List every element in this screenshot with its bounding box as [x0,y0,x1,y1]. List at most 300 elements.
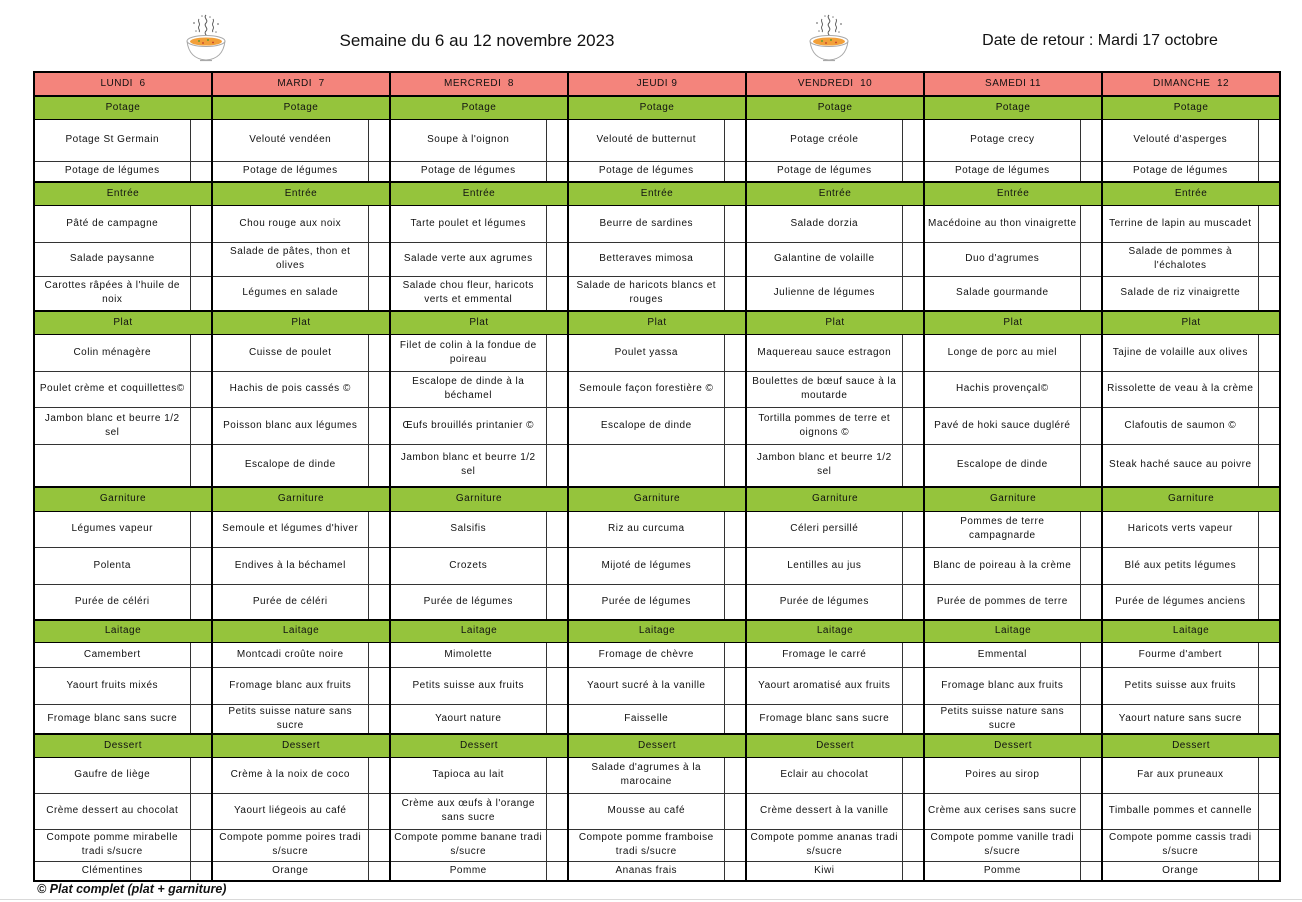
menu-item: Purée de légumes [568,584,724,620]
tick-cell [902,242,924,276]
tick-cell [1258,584,1280,620]
menu-item: Potage créole [746,119,902,161]
day-header-1: LUNDI 6 [34,72,212,96]
tick-cell [724,793,746,829]
menu-item: Orange [212,861,368,881]
day-header-2: MARDI 7 [212,72,390,96]
menu-item: Purée de légumes anciens [1102,584,1258,620]
tick-cell [190,511,212,547]
menu-item: Fromage le carré [746,642,902,667]
tick-cell [368,371,390,407]
section-band: Garniture [34,487,212,511]
section-band: Laitage [212,620,390,642]
tick-cell [546,334,568,371]
page-divider [0,899,1302,900]
tick-cell [368,667,390,704]
menu-item: Poires au sirop [924,757,1080,793]
tick-cell [902,511,924,547]
tick-cell [724,119,746,161]
menu-row [34,757,1280,793]
section-band: Dessert [924,734,1102,757]
tick-cell [546,444,568,487]
tick-cell [1080,547,1102,584]
tick-cell [724,444,746,487]
menu-item: Hachis de pois cassés © [212,371,368,407]
day-header-7: DIMANCHE 12 [1102,72,1280,96]
menu-item: Longe de porc au miel [924,334,1080,371]
menu-row [34,642,1280,667]
menu-item: Crozets [390,547,546,584]
tick-cell [546,511,568,547]
menu-item: Pommes de terre campagnarde [924,511,1080,547]
tick-cell [190,642,212,667]
menu-item: Potage de légumes [746,161,902,182]
tick-cell [546,667,568,704]
section-band: Dessert [34,734,212,757]
tick-cell [1258,642,1280,667]
tick-cell [1080,757,1102,793]
tick-cell [902,371,924,407]
menu-item: Emmental [924,642,1080,667]
menu-item: Yaourt fruits mixés [34,667,190,704]
menu-item: Kiwi [746,861,902,881]
tick-cell [1258,276,1280,311]
tick-cell [724,547,746,584]
tick-cell [368,861,390,881]
tick-cell [368,511,390,547]
tick-cell [1258,407,1280,444]
tick-cell [724,334,746,371]
tick-cell [902,547,924,584]
menu-item: Julienne de légumes [746,276,902,311]
section-band: Laitage [390,620,568,642]
tick-cell [902,407,924,444]
menu-item: Mimolette [390,642,546,667]
section-band: Entrée [746,182,924,205]
section-band: Laitage [34,620,212,642]
page-title: Semaine du 6 au 12 novembre 2023 [339,31,615,50]
menu-item: Eclair au chocolat [746,757,902,793]
tick-cell [190,276,212,311]
menu-row [34,334,1280,371]
menu-item: Salade d'agrumes à la marocaine [568,757,724,793]
menu-item: Fourme d'ambert [1102,642,1258,667]
menu-item: Salade verte aux agrumes [390,242,546,276]
menu-item: Compote pomme ananas tradi s/sucre [746,829,902,861]
menu-item: Chou rouge aux noix [212,205,368,242]
tick-cell [724,407,746,444]
menu-item: Compote pomme framboise tradi s/sucre [568,829,724,861]
menu-item: Ananas frais [568,861,724,881]
menu-item: Soupe à l'oignon [390,119,546,161]
tick-cell [368,584,390,620]
menu-item: Velouté d'asperges [1102,119,1258,161]
tick-cell [1080,584,1102,620]
menu-item: Clémentines [34,861,190,881]
section-band: Garniture [390,487,568,511]
section-band-row [34,96,1280,119]
menu-item: Galantine de volaille [746,242,902,276]
tick-cell [902,642,924,667]
menu-item: Petits suisse nature sans sucre [924,704,1080,734]
tick-cell [902,667,924,704]
menu-item: Petits suisse aux fruits [1102,667,1258,704]
menu-item: Montcadi croûte noire [212,642,368,667]
menu-item: Boulettes de bœuf sauce à la moutarde [746,371,902,407]
menu-item: Tarte poulet et légumes [390,205,546,242]
menu-row [34,667,1280,704]
menu-row [34,371,1280,407]
menu-item: Purée de céléri [34,584,190,620]
day-header-6: SAMEDI 11 [924,72,1102,96]
tick-cell [190,119,212,161]
tick-cell [190,861,212,881]
tick-cell [368,642,390,667]
menu-item: Potage de légumes [212,161,368,182]
menu-row [34,276,1280,311]
menu-item: Pavé de hoki sauce dugléré [924,407,1080,444]
tick-cell [902,584,924,620]
tick-cell [546,757,568,793]
tick-cell [724,161,746,182]
menu-item: Crème dessert au chocolat [34,793,190,829]
tick-cell [902,793,924,829]
menu-item: Yaourt sucré à la vanille [568,667,724,704]
tick-cell [1258,511,1280,547]
menu-item: Endives à la béchamel [212,547,368,584]
day-header-3: MERCREDI 8 [390,72,568,96]
menu-item: Maquereau sauce estragon [746,334,902,371]
menu-item: Fromage blanc aux fruits [924,667,1080,704]
section-band: Plat [568,311,746,334]
tick-cell [190,584,212,620]
menu-item: Pomme [924,861,1080,881]
menu-item: Hachis provençal© [924,371,1080,407]
tick-cell [1080,667,1102,704]
tick-cell [724,829,746,861]
tick-cell [1080,205,1102,242]
menu-item: Potage de légumes [34,161,190,182]
tick-cell [190,371,212,407]
menu-item: Salade de pommes à l'échalotes [1102,242,1258,276]
section-band: Entrée [568,182,746,205]
menu-row [34,704,1280,734]
section-band: Plat [34,311,212,334]
menu-item: Fromage de chèvre [568,642,724,667]
menu-item: Semoule et légumes d'hiver [212,511,368,547]
menu-item: Compote pomme banane tradi s/sucre [390,829,546,861]
menu-item: Duo d'agrumes [924,242,1080,276]
menu-item: Escalope de dinde [212,444,368,487]
menu-item: Potage de légumes [1102,161,1258,182]
section-band-row [34,487,1280,511]
tick-cell [724,276,746,311]
menu-item: Velouté de butternut [568,119,724,161]
tick-cell [368,444,390,487]
tick-cell [190,829,212,861]
tick-cell [368,334,390,371]
menu-item: Orange [1102,861,1258,881]
tick-cell [724,584,746,620]
soup-bowl-icon [807,13,851,63]
tick-cell [546,119,568,161]
menu-row [34,205,1280,242]
tick-cell [902,161,924,182]
tick-cell [1258,242,1280,276]
tick-cell [1080,829,1102,861]
menu-item: Purée de pommes de terre [924,584,1080,620]
tick-cell [724,861,746,881]
tick-cell [368,704,390,734]
day-header-5: VENDREDI 10 [746,72,924,96]
menu-item: Purée de légumes [746,584,902,620]
menu-item: Fromage blanc aux fruits [212,667,368,704]
tick-cell [724,242,746,276]
tick-cell [724,704,746,734]
section-band: Entrée [34,182,212,205]
menu-item: Gaufre de liège [34,757,190,793]
menu-item: Crème aux œufs à l'orange sans sucre [390,793,546,829]
tick-cell [1080,642,1102,667]
day-header-4: JEUDI 9 [568,72,746,96]
tick-cell [368,793,390,829]
section-band: Potage [568,96,746,119]
section-band: Plat [1102,311,1280,334]
menu-item: Far aux pruneaux [1102,757,1258,793]
tick-cell [368,205,390,242]
soup-bowl-icon [184,13,228,63]
menu-row [34,119,1280,161]
menu-item: Blanc de poireau à la crème [924,547,1080,584]
menu-item: Rissolette de veau à la crème [1102,371,1258,407]
menu-item: Yaourt aromatisé aux fruits [746,667,902,704]
tick-cell [368,119,390,161]
menu-item: Betteraves mimosa [568,242,724,276]
menu-item: Camembert [34,642,190,667]
tick-cell [190,205,212,242]
tick-cell [190,793,212,829]
menu-item: Escalope de dinde à la béchamel [390,371,546,407]
menu-row [34,861,1280,881]
menu-item: Yaourt nature sans sucre [1102,704,1258,734]
menu-item: Faisselle [568,704,724,734]
tick-cell [902,334,924,371]
menu-item: Macédoine au thon vinaigrette [924,205,1080,242]
section-band: Plat [390,311,568,334]
menu-item: Velouté vendéen [212,119,368,161]
tick-cell [368,757,390,793]
tick-cell [1080,407,1102,444]
menu-item: Compote pomme mirabelle tradi s/sucre [34,829,190,861]
tick-cell [190,757,212,793]
tick-cell [1080,161,1102,182]
menu-row [34,161,1280,182]
section-band: Entrée [212,182,390,205]
menu-item: Tajine de volaille aux olives [1102,334,1258,371]
menu-item: Escalope de dinde [924,444,1080,487]
menu-item: Tapioca au lait [390,757,546,793]
section-band: Dessert [568,734,746,757]
tick-cell [724,642,746,667]
menu-item: Potage de légumes [924,161,1080,182]
menu-item: Jambon blanc et beurre 1/2 sel [746,444,902,487]
section-band: Entrée [1102,182,1280,205]
tick-cell [902,829,924,861]
menu-item: Mousse au café [568,793,724,829]
menu-item: Fromage blanc sans sucre [34,704,190,734]
section-band-row [34,734,1280,757]
tick-cell [368,276,390,311]
menu-table [33,71,1281,882]
tick-cell [902,861,924,881]
menu-item: Steak haché sauce au poivre [1102,444,1258,487]
tick-cell [902,205,924,242]
menu-item: Potage crecy [924,119,1080,161]
tick-cell [546,829,568,861]
menu-item [34,444,190,487]
section-band: Garniture [212,487,390,511]
section-band: Dessert [212,734,390,757]
tick-cell [902,757,924,793]
menu-item: Tortilla pommes de terre et oignons © [746,407,902,444]
section-band: Dessert [390,734,568,757]
tick-cell [1258,861,1280,881]
menu-item: Potage St Germain [34,119,190,161]
tick-cell [546,704,568,734]
menu-item: Purée de céléri [212,584,368,620]
menu-item: Colin ménagère [34,334,190,371]
tick-cell [1080,511,1102,547]
menu-item: Compote pomme cassis tradi s/sucre [1102,829,1258,861]
menu-item: Compote pomme poires tradi s/sucre [212,829,368,861]
menu-item: Fromage blanc sans sucre [746,704,902,734]
section-band: Potage [746,96,924,119]
menu-item: Poulet crème et coquillettes© [34,371,190,407]
section-band: Laitage [1102,620,1280,642]
tick-cell [1258,205,1280,242]
tick-cell [546,205,568,242]
menu-item: Polenta [34,547,190,584]
section-band: Dessert [1102,734,1280,757]
menu-item: Mijoté de légumes [568,547,724,584]
tick-cell [546,407,568,444]
tick-cell [368,407,390,444]
tick-cell [724,511,746,547]
menu-item: Jambon blanc et beurre 1/2 sel [34,407,190,444]
menu-item: Filet de colin à la fondue de poireau [390,334,546,371]
menu-row [34,511,1280,547]
menu-item: Salade chou fleur, haricots verts et emmental [390,276,546,311]
menu-item: Clafoutis de saumon © [1102,407,1258,444]
menu-item: Timballe pommes et cannelle [1102,793,1258,829]
return-date: Date de retour : Mardi 17 octobre [982,32,1218,49]
section-band-row [34,620,1280,642]
menu-item: Salade paysanne [34,242,190,276]
tick-cell [1258,667,1280,704]
menu-row [34,242,1280,276]
menu-item: Légumes en salade [212,276,368,311]
menu-item: Salade de riz vinaigrette [1102,276,1258,311]
menu-item: Potage de légumes [390,161,546,182]
menu-item: Blé aux petits légumes [1102,547,1258,584]
menu-item: Poisson blanc aux légumes [212,407,368,444]
menu-item: Légumes vapeur [34,511,190,547]
tick-cell [546,793,568,829]
menu-item: Pâté de campagne [34,205,190,242]
menu-item: Salade gourmande [924,276,1080,311]
tick-cell [1258,704,1280,734]
tick-cell [1258,444,1280,487]
menu-item: Yaourt liégeois au café [212,793,368,829]
menu-item: Salade de haricots blancs et rouges [568,276,724,311]
menu-item [568,444,724,487]
menu-item: Crème aux cerises sans sucre [924,793,1080,829]
section-band: Potage [34,96,212,119]
section-band: Plat [212,311,390,334]
menu-item: Compote pomme vanille tradi s/sucre [924,829,1080,861]
tick-cell [724,667,746,704]
tick-cell [902,444,924,487]
menu-item: Riz au curcuma [568,511,724,547]
menu-item: Poulet yassa [568,334,724,371]
tick-cell [546,584,568,620]
tick-cell [1080,334,1102,371]
tick-cell [902,704,924,734]
tick-cell [546,371,568,407]
tick-cell [1080,861,1102,881]
menu-item: Œufs brouillés printanier © [390,407,546,444]
section-band: Entrée [924,182,1102,205]
tick-cell [190,667,212,704]
menu-item: Crème dessert à la vanille [746,793,902,829]
menu-item: Crème à la noix de coco [212,757,368,793]
footnote: © Plat complet (plat + garniture) [37,882,227,896]
tick-cell [1080,444,1102,487]
section-band: Potage [212,96,390,119]
weekly-menu [33,71,1279,882]
menu-item: Beurre de sardines [568,205,724,242]
section-band: Laitage [924,620,1102,642]
menu-item: Escalope de dinde [568,407,724,444]
section-band: Potage [390,96,568,119]
tick-cell [1258,161,1280,182]
section-band: Plat [746,311,924,334]
tick-cell [546,861,568,881]
tick-cell [190,444,212,487]
section-band: Plat [924,311,1102,334]
section-band: Garniture [568,487,746,511]
section-band: Laitage [568,620,746,642]
menu-row [34,793,1280,829]
tick-cell [190,161,212,182]
tick-cell [190,407,212,444]
tick-cell [1080,793,1102,829]
menu-row [34,407,1280,444]
tick-cell [1258,119,1280,161]
tick-cell [368,547,390,584]
tick-cell [1258,547,1280,584]
tick-cell [190,334,212,371]
menu-item: Petits suisse nature sans sucre [212,704,368,734]
section-band-row [34,311,1280,334]
tick-cell [546,642,568,667]
tick-cell [1258,371,1280,407]
section-band: Laitage [746,620,924,642]
menu-item: Terrine de lapin au muscadet [1102,205,1258,242]
menu-item: Salade dorzia [746,205,902,242]
menu-item: Jambon blanc et beurre 1/2 sel [390,444,546,487]
menu-item: Haricots verts vapeur [1102,511,1258,547]
